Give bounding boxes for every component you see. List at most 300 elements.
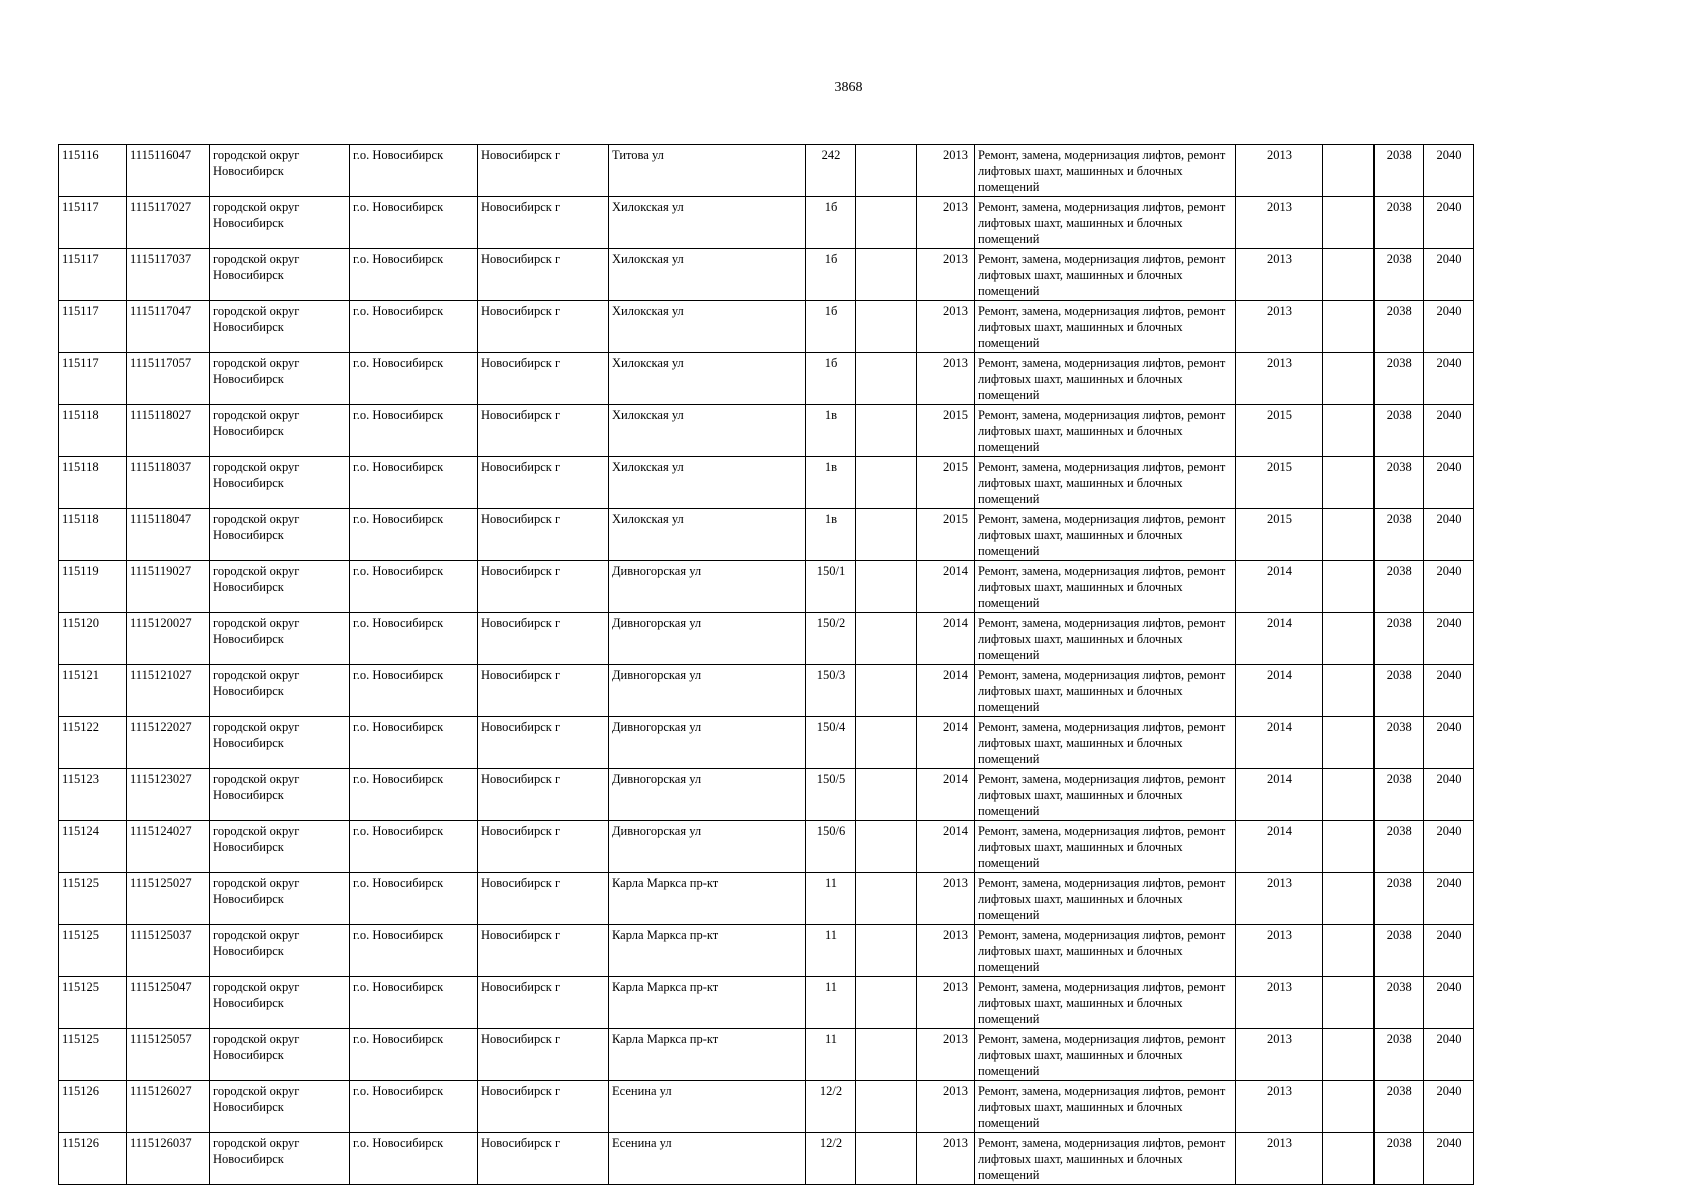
municipality-cell: городской округ Новосибирск [210, 717, 350, 769]
year-commission-cell: 2013 [1236, 1081, 1323, 1133]
house-number-cell: 1в [806, 457, 856, 509]
street-cell: Хилокская ул [609, 353, 806, 405]
municipality-cell: городской округ Новосибирск [210, 353, 350, 405]
year-commission-cell: 2015 [1236, 509, 1323, 561]
period-start-cell: 2038 [1374, 977, 1424, 1029]
street-cell: Дивногорская ул [609, 769, 806, 821]
house-number-cell: 1б [806, 249, 856, 301]
settlement-cell: Новосибирск г [478, 561, 609, 613]
table-row [59, 1081, 1474, 1133]
period-start-cell: 2038 [1374, 405, 1424, 457]
municipality-cell: городской округ Новосибирск [210, 613, 350, 665]
street-cell: Хилокская ул [609, 301, 806, 353]
empty-cell [856, 769, 917, 821]
table-row [59, 1029, 1474, 1081]
element-code-cell: 1115124027 [127, 821, 210, 873]
municipality-cell: городской округ Новосибирск [210, 509, 350, 561]
period-start-cell: 2038 [1374, 1133, 1424, 1185]
record-id-cell: 115126 [59, 1081, 127, 1133]
street-cell: Дивногорская ул [609, 613, 806, 665]
settlement-cell: Новосибирск г [478, 977, 609, 1029]
settlement-cell: Новосибирск г [478, 769, 609, 821]
period-end-cell: 2040 [1424, 145, 1474, 197]
empty-cell [1323, 197, 1374, 249]
empty-cell [856, 821, 917, 873]
district-cell: г.о. Новосибирск [350, 249, 478, 301]
empty-cell [1323, 925, 1374, 977]
record-id-cell: 115123 [59, 769, 127, 821]
work-type-cell: Ремонт, замена, модернизация лифтов, ремонт лифтовых шахт, машинных и блочных помещений [975, 1133, 1236, 1185]
element-code-cell: 1115126027 [127, 1081, 210, 1133]
empty-cell [856, 301, 917, 353]
work-type-cell: Ремонт, замена, модернизация лифтов, ремонт лифтовых шахт, машинных и блочных помещений [975, 977, 1236, 1029]
element-code-cell: 1115118047 [127, 509, 210, 561]
street-cell: Карла Маркса пр-кт [609, 925, 806, 977]
period-end-cell: 2040 [1424, 977, 1474, 1029]
element-code-cell: 1115121027 [127, 665, 210, 717]
street-cell: Хилокская ул [609, 405, 806, 457]
year-commission-cell: 2013 [1236, 197, 1323, 249]
record-id-cell: 115116 [59, 145, 127, 197]
element-code-cell: 1115117057 [127, 353, 210, 405]
house-number-cell: 150/3 [806, 665, 856, 717]
work-type-cell: Ремонт, замена, модернизация лифтов, ремонт лифтовых шахт, машинных и блочных помещений [975, 509, 1236, 561]
street-cell: Хилокская ул [609, 457, 806, 509]
empty-cell [1323, 717, 1374, 769]
year-built-cell: 2014 [917, 769, 975, 821]
table-row [59, 717, 1474, 769]
year-built-cell: 2013 [917, 1133, 975, 1185]
street-cell: Дивногорская ул [609, 717, 806, 769]
year-commission-cell: 2013 [1236, 873, 1323, 925]
period-end-cell: 2040 [1424, 1029, 1474, 1081]
element-code-cell: 1115117037 [127, 249, 210, 301]
table-row [59, 821, 1474, 873]
year-built-cell: 2015 [917, 509, 975, 561]
settlement-cell: Новосибирск г [478, 249, 609, 301]
empty-cell [1323, 301, 1374, 353]
work-type-cell: Ремонт, замена, модернизация лифтов, ремонт лифтовых шахт, машинных и блочных помещений [975, 717, 1236, 769]
house-number-cell: 11 [806, 1029, 856, 1081]
period-start-cell: 2038 [1374, 457, 1424, 509]
district-cell: г.о. Новосибирск [350, 509, 478, 561]
record-id-cell: 115122 [59, 717, 127, 769]
empty-cell [1323, 561, 1374, 613]
year-built-cell: 2013 [917, 353, 975, 405]
empty-cell [856, 1081, 917, 1133]
municipality-cell: городской округ Новосибирск [210, 405, 350, 457]
record-id-cell: 115124 [59, 821, 127, 873]
house-number-cell: 11 [806, 873, 856, 925]
period-end-cell: 2040 [1424, 353, 1474, 405]
period-end-cell: 2040 [1424, 665, 1474, 717]
record-id-cell: 115118 [59, 405, 127, 457]
empty-cell [1323, 249, 1374, 301]
year-commission-cell: 2013 [1236, 249, 1323, 301]
street-cell: Дивногорская ул [609, 561, 806, 613]
house-number-cell: 1б [806, 197, 856, 249]
house-number-cell: 150/2 [806, 613, 856, 665]
municipality-cell: городской округ Новосибирск [210, 197, 350, 249]
work-type-cell: Ремонт, замена, модернизация лифтов, ремонт лифтовых шахт, машинных и блочных помещений [975, 353, 1236, 405]
empty-cell [1323, 1029, 1374, 1081]
table-row [59, 249, 1474, 301]
district-cell: г.о. Новосибирск [350, 925, 478, 977]
municipality-cell: городской округ Новосибирск [210, 145, 350, 197]
municipality-cell: городской округ Новосибирск [210, 873, 350, 925]
empty-cell [856, 353, 917, 405]
element-code-cell: 1115118037 [127, 457, 210, 509]
record-id-cell: 115125 [59, 977, 127, 1029]
municipality-cell: городской округ Новосибирск [210, 977, 350, 1029]
period-end-cell: 2040 [1424, 509, 1474, 561]
year-commission-cell: 2014 [1236, 717, 1323, 769]
street-cell: Хилокская ул [609, 509, 806, 561]
element-code-cell: 1115118027 [127, 405, 210, 457]
work-type-cell: Ремонт, замена, модернизация лифтов, ремонт лифтовых шахт, машинных и блочных помещений [975, 873, 1236, 925]
empty-cell [856, 457, 917, 509]
period-end-cell: 2040 [1424, 821, 1474, 873]
period-start-cell: 2038 [1374, 925, 1424, 977]
year-built-cell: 2013 [917, 301, 975, 353]
work-type-cell: Ремонт, замена, модернизация лифтов, ремонт лифтовых шахт, машинных и блочных помещений [975, 1081, 1236, 1133]
year-built-cell: 2013 [917, 249, 975, 301]
year-commission-cell: 2014 [1236, 613, 1323, 665]
empty-cell [1323, 509, 1374, 561]
year-commission-cell: 2013 [1236, 145, 1323, 197]
period-start-cell: 2038 [1374, 717, 1424, 769]
district-cell: г.о. Новосибирск [350, 197, 478, 249]
municipality-cell: городской округ Новосибирск [210, 301, 350, 353]
district-cell: г.о. Новосибирск [350, 665, 478, 717]
period-end-cell: 2040 [1424, 197, 1474, 249]
municipality-cell: городской округ Новосибирск [210, 1133, 350, 1185]
settlement-cell: Новосибирск г [478, 197, 609, 249]
year-built-cell: 2013 [917, 873, 975, 925]
work-type-cell: Ремонт, замена, модернизация лифтов, ремонт лифтовых шахт, машинных и блочных помещений [975, 145, 1236, 197]
year-commission-cell: 2014 [1236, 665, 1323, 717]
period-start-cell: 2038 [1374, 197, 1424, 249]
settlement-cell: Новосибирск г [478, 145, 609, 197]
record-id-cell: 115117 [59, 197, 127, 249]
empty-cell [856, 145, 917, 197]
year-commission-cell: 2013 [1236, 1029, 1323, 1081]
element-code-cell: 1115123027 [127, 769, 210, 821]
year-commission-cell: 2014 [1236, 769, 1323, 821]
period-start-cell: 2038 [1374, 821, 1424, 873]
record-id-cell: 115125 [59, 873, 127, 925]
house-number-cell: 1б [806, 301, 856, 353]
empty-cell [856, 197, 917, 249]
table-row [59, 509, 1474, 561]
table-row [59, 145, 1474, 197]
house-number-cell: 11 [806, 977, 856, 1029]
municipality-cell: городской округ Новосибирск [210, 1081, 350, 1133]
year-built-cell: 2013 [917, 197, 975, 249]
table-row [59, 977, 1474, 1029]
empty-cell [1323, 457, 1374, 509]
house-number-cell: 150/4 [806, 717, 856, 769]
element-code-cell: 1115125047 [127, 977, 210, 1029]
table-row [59, 665, 1474, 717]
year-built-cell: 2014 [917, 665, 975, 717]
house-number-cell: 1в [806, 509, 856, 561]
period-end-cell: 2040 [1424, 249, 1474, 301]
element-code-cell: 1115125027 [127, 873, 210, 925]
street-cell: Хилокская ул [609, 197, 806, 249]
street-cell: Карла Маркса пр-кт [609, 1029, 806, 1081]
empty-cell [856, 1029, 917, 1081]
record-id-cell: 115117 [59, 353, 127, 405]
district-cell: г.о. Новосибирск [350, 561, 478, 613]
settlement-cell: Новосибирск г [478, 1133, 609, 1185]
element-code-cell: 1115117027 [127, 197, 210, 249]
empty-cell [856, 665, 917, 717]
house-number-cell: 1б [806, 353, 856, 405]
district-cell: г.о. Новосибирск [350, 1133, 478, 1185]
district-cell: г.о. Новосибирск [350, 457, 478, 509]
year-built-cell: 2014 [917, 717, 975, 769]
empty-cell [856, 1133, 917, 1185]
house-number-cell: 11 [806, 925, 856, 977]
empty-cell [1323, 769, 1374, 821]
district-cell: г.о. Новосибирск [350, 145, 478, 197]
municipality-cell: городской округ Новосибирск [210, 1029, 350, 1081]
year-commission-cell: 2014 [1236, 561, 1323, 613]
period-end-cell: 2040 [1424, 613, 1474, 665]
work-type-cell: Ремонт, замена, модернизация лифтов, ремонт лифтовых шахт, машинных и блочных помещений [975, 561, 1236, 613]
street-cell: Есенина ул [609, 1133, 806, 1185]
settlement-cell: Новосибирск г [478, 613, 609, 665]
house-number-cell: 150/1 [806, 561, 856, 613]
record-id-cell: 115117 [59, 249, 127, 301]
settlement-cell: Новосибирск г [478, 405, 609, 457]
municipality-cell: городской округ Новосибирск [210, 821, 350, 873]
street-cell: Карла Маркса пр-кт [609, 873, 806, 925]
table-row [59, 873, 1474, 925]
district-cell: г.о. Новосибирск [350, 1029, 478, 1081]
year-built-cell: 2014 [917, 561, 975, 613]
element-code-cell: 1115120027 [127, 613, 210, 665]
work-type-cell: Ремонт, замена, модернизация лифтов, ремонт лифтовых шахт, машинных и блочных помещений [975, 613, 1236, 665]
district-cell: г.о. Новосибирск [350, 301, 478, 353]
period-start-cell: 2038 [1374, 301, 1424, 353]
settlement-cell: Новосибирск г [478, 1029, 609, 1081]
work-type-cell: Ремонт, замена, модернизация лифтов, ремонт лифтовых шахт, машинных и блочных помещений [975, 457, 1236, 509]
period-start-cell: 2038 [1374, 509, 1424, 561]
period-start-cell: 2038 [1374, 665, 1424, 717]
year-commission-cell: 2013 [1236, 353, 1323, 405]
house-number-cell: 242 [806, 145, 856, 197]
settlement-cell: Новосибирск г [478, 457, 609, 509]
period-end-cell: 2040 [1424, 457, 1474, 509]
record-id-cell: 115120 [59, 613, 127, 665]
period-end-cell: 2040 [1424, 405, 1474, 457]
work-type-cell: Ремонт, замена, модернизация лифтов, ремонт лифтовых шахт, машинных и блочных помещений [975, 301, 1236, 353]
element-code-cell: 1115125057 [127, 1029, 210, 1081]
year-built-cell: 2014 [917, 821, 975, 873]
settlement-cell: Новосибирск г [478, 353, 609, 405]
district-cell: г.о. Новосибирск [350, 977, 478, 1029]
empty-cell [1323, 1081, 1374, 1133]
street-cell: Титова ул [609, 145, 806, 197]
work-type-cell: Ремонт, замена, модернизация лифтов, ремонт лифтовых шахт, машинных и блочных помещений [975, 665, 1236, 717]
table-row [59, 197, 1474, 249]
period-end-cell: 2040 [1424, 1081, 1474, 1133]
period-end-cell: 2040 [1424, 301, 1474, 353]
table-row [59, 301, 1474, 353]
district-cell: г.о. Новосибирск [350, 613, 478, 665]
work-type-cell: Ремонт, замена, модернизация лифтов, ремонт лифтовых шахт, машинных и блочных помещений [975, 405, 1236, 457]
settlement-cell: Новосибирск г [478, 717, 609, 769]
table-row [59, 613, 1474, 665]
house-number-cell: 12/2 [806, 1081, 856, 1133]
district-cell: г.о. Новосибирск [350, 353, 478, 405]
year-commission-cell: 2013 [1236, 1133, 1323, 1185]
period-start-cell: 2038 [1374, 1081, 1424, 1133]
work-type-cell: Ремонт, замена, модернизация лифтов, ремонт лифтовых шахт, машинных и блочных помещений [975, 249, 1236, 301]
empty-cell [856, 873, 917, 925]
street-cell: Есенина ул [609, 1081, 806, 1133]
municipality-cell: городской округ Новосибирск [210, 925, 350, 977]
period-end-cell: 2040 [1424, 873, 1474, 925]
municipality-cell: городской округ Новосибирск [210, 665, 350, 717]
house-number-cell: 1в [806, 405, 856, 457]
record-id-cell: 115125 [59, 925, 127, 977]
year-commission-cell: 2015 [1236, 457, 1323, 509]
settlement-cell: Новосибирск г [478, 301, 609, 353]
street-cell: Хилокская ул [609, 249, 806, 301]
empty-cell [856, 249, 917, 301]
record-id-cell: 115118 [59, 457, 127, 509]
element-code-cell: 1115126037 [127, 1133, 210, 1185]
record-id-cell: 115119 [59, 561, 127, 613]
house-number-cell: 12/2 [806, 1133, 856, 1185]
table-row [59, 1133, 1474, 1185]
year-built-cell: 2013 [917, 977, 975, 1029]
table-row [59, 561, 1474, 613]
district-cell: г.о. Новосибирск [350, 821, 478, 873]
year-built-cell: 2013 [917, 1081, 975, 1133]
house-number-cell: 150/6 [806, 821, 856, 873]
year-built-cell: 2013 [917, 1029, 975, 1081]
empty-cell [856, 405, 917, 457]
empty-cell [1323, 353, 1374, 405]
year-commission-cell: 2013 [1236, 925, 1323, 977]
year-built-cell: 2015 [917, 405, 975, 457]
settlement-cell: Новосибирск г [478, 665, 609, 717]
element-code-cell: 1115117047 [127, 301, 210, 353]
empty-cell [1323, 665, 1374, 717]
capital-repair-register-table [58, 144, 1474, 1185]
page-number: 3868 [834, 80, 863, 95]
empty-cell [1323, 613, 1374, 665]
element-code-cell: 1115119027 [127, 561, 210, 613]
district-cell: г.о. Новосибирск [350, 873, 478, 925]
empty-cell [856, 977, 917, 1029]
table-row [59, 457, 1474, 509]
element-code-cell: 1115125037 [127, 925, 210, 977]
empty-cell [1323, 821, 1374, 873]
district-cell: г.о. Новосибирск [350, 717, 478, 769]
street-cell: Дивногорская ул [609, 821, 806, 873]
year-commission-cell: 2013 [1236, 977, 1323, 1029]
period-start-cell: 2038 [1374, 873, 1424, 925]
work-type-cell: Ремонт, замена, модернизация лифтов, ремонт лифтовых шахт, машинных и блочных помещений [975, 769, 1236, 821]
register-body [59, 145, 1474, 1185]
year-built-cell: 2013 [917, 925, 975, 977]
empty-cell [1323, 145, 1374, 197]
work-type-cell: Ремонт, замена, модернизация лифтов, ремонт лифтовых шахт, машинных и блочных помещений [975, 925, 1236, 977]
period-start-cell: 2038 [1374, 145, 1424, 197]
work-type-cell: Ремонт, замена, модернизация лифтов, ремонт лифтовых шахт, машинных и блочных помещений [975, 1029, 1236, 1081]
element-code-cell: 1115116047 [127, 145, 210, 197]
work-type-cell: Ремонт, замена, модернизация лифтов, ремонт лифтовых шахт, машинных и блочных помещений [975, 821, 1236, 873]
table-row [59, 769, 1474, 821]
period-start-cell: 2038 [1374, 1029, 1424, 1081]
record-id-cell: 115118 [59, 509, 127, 561]
settlement-cell: Новосибирск г [478, 509, 609, 561]
empty-cell [856, 561, 917, 613]
empty-cell [1323, 873, 1374, 925]
year-built-cell: 2014 [917, 613, 975, 665]
municipality-cell: городской округ Новосибирск [210, 457, 350, 509]
record-id-cell: 115117 [59, 301, 127, 353]
period-start-cell: 2038 [1374, 561, 1424, 613]
settlement-cell: Новосибирск г [478, 821, 609, 873]
table-row [59, 353, 1474, 405]
work-type-cell: Ремонт, замена, модернизация лифтов, ремонт лифтовых шахт, машинных и блочных помещений [975, 197, 1236, 249]
settlement-cell: Новосибирск г [478, 925, 609, 977]
house-number-cell: 150/5 [806, 769, 856, 821]
district-cell: г.о. Новосибирск [350, 1081, 478, 1133]
year-built-cell: 2015 [917, 457, 975, 509]
period-end-cell: 2040 [1424, 769, 1474, 821]
year-built-cell: 2013 [917, 145, 975, 197]
empty-cell [856, 717, 917, 769]
year-commission-cell: 2014 [1236, 821, 1323, 873]
period-start-cell: 2038 [1374, 249, 1424, 301]
empty-cell [1323, 977, 1374, 1029]
period-end-cell: 2040 [1424, 561, 1474, 613]
municipality-cell: городской округ Новосибирск [210, 769, 350, 821]
table-row [59, 405, 1474, 457]
empty-cell [856, 925, 917, 977]
record-id-cell: 115126 [59, 1133, 127, 1185]
year-commission-cell: 2015 [1236, 405, 1323, 457]
municipality-cell: городской округ Новосибирск [210, 561, 350, 613]
record-id-cell: 115121 [59, 665, 127, 717]
period-start-cell: 2038 [1374, 613, 1424, 665]
period-end-cell: 2040 [1424, 717, 1474, 769]
period-start-cell: 2038 [1374, 769, 1424, 821]
period-end-cell: 2040 [1424, 1133, 1474, 1185]
table-row [59, 925, 1474, 977]
street-cell: Дивногорская ул [609, 665, 806, 717]
district-cell: г.о. Новосибирск [350, 769, 478, 821]
period-end-cell: 2040 [1424, 925, 1474, 977]
empty-cell [856, 509, 917, 561]
settlement-cell: Новосибирск г [478, 873, 609, 925]
element-code-cell: 1115122027 [127, 717, 210, 769]
district-cell: г.о. Новосибирск [350, 405, 478, 457]
empty-cell [856, 613, 917, 665]
year-commission-cell: 2013 [1236, 301, 1323, 353]
municipality-cell: городской округ Новосибирск [210, 249, 350, 301]
empty-cell [1323, 1133, 1374, 1185]
settlement-cell: Новосибирск г [478, 1081, 609, 1133]
street-cell: Карла Маркса пр-кт [609, 977, 806, 1029]
